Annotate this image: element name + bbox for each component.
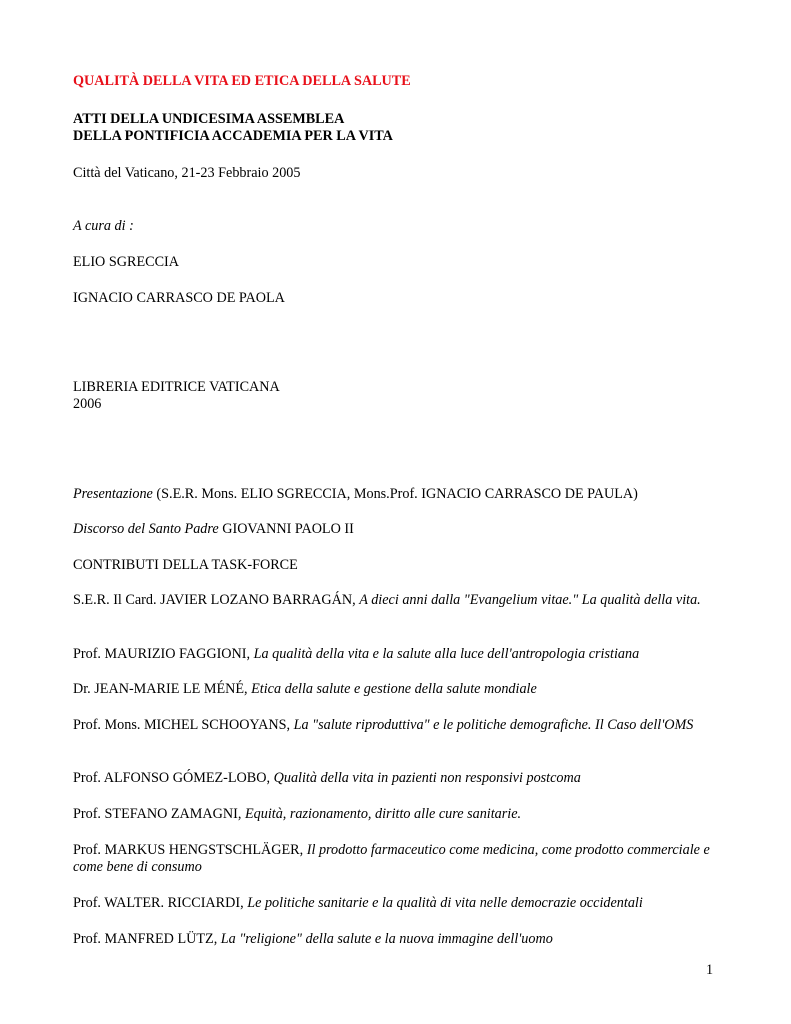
toc-entry-title: Qualità della vita in pazienti non responsivi postcoma bbox=[273, 770, 581, 786]
toc-entry-author: Prof. Mons. MICHEL SCHOOYANS, bbox=[73, 717, 294, 733]
toc-entry bbox=[73, 717, 713, 734]
page-number: 1 bbox=[706, 962, 714, 978]
subtitle-line-2: DELLA PONTIFICIA ACCADEMIA PER LA VITA bbox=[73, 128, 393, 144]
editor-2: IGNACIO CARRASCO DE PAOLA bbox=[73, 290, 285, 306]
toc-entry-author: Prof. WALTER. RICCIARDI, bbox=[73, 895, 248, 911]
toc-entry-title: Il prodotto farmaceutico come medicina, come prodotto commerciale e come bene di consumo bbox=[73, 842, 710, 875]
publisher: LIBRERIA EDITRICE VATICANA bbox=[73, 379, 280, 395]
toc-section-heading: CONTRIBUTI DELLA TASK-FORCE bbox=[73, 557, 298, 573]
toc-entry bbox=[73, 521, 354, 538]
toc-entry-author: S.E.R. Il Card. JAVIER LOZANO BARRAGÁN, bbox=[73, 592, 360, 608]
toc-entry-title: Etica della salute e gestione della salute mondiale bbox=[251, 681, 537, 697]
toc-entry bbox=[73, 931, 553, 948]
toc-entry-title: Equità, razionamento, diritto alle cure sanitarie. bbox=[244, 806, 522, 822]
toc-entry-title: La qualità della vita e la salute alla luce dell'antropologia cristiana bbox=[253, 646, 640, 662]
toc-entry bbox=[73, 770, 581, 787]
toc-entry-author: Dr. JEAN-MARIE LE MÉNÉ, bbox=[73, 681, 252, 697]
toc-entry-author: Prof. MAURIZIO FAGGIONI, bbox=[73, 646, 254, 662]
place-date: Città del Vaticano, 21-23 Febbraio 2005 bbox=[73, 165, 301, 181]
toc-entry bbox=[73, 842, 713, 876]
toc-entry bbox=[73, 895, 643, 912]
toc-entry-title: La "religione" della salute e la nuova immagine dell'uomo bbox=[220, 931, 553, 947]
toc-entry bbox=[73, 592, 713, 609]
toc-entry-author: Prof. ALFONSO GÓMEZ-LOBO, bbox=[73, 770, 274, 786]
publication-year: 2006 bbox=[73, 396, 102, 412]
toc-entry bbox=[73, 806, 521, 823]
toc-entry-italic: Discorso del Santo Padre bbox=[73, 521, 219, 537]
toc-entry-author: Prof. MARKUS HENGSTSCHLÄGER, bbox=[73, 842, 307, 858]
subtitle-line-1: ATTI DELLA UNDICESIMA ASSEMBLEA bbox=[73, 111, 345, 127]
toc-entry-author: Prof. MANFRED LÜTZ, bbox=[73, 931, 221, 947]
edited-by-label: A cura di : bbox=[73, 218, 134, 234]
toc-entry-text: (S.E.R. Mons. ELIO SGRECCIA, Mons.Prof. IGNACIO CARRASCO DE PAULA) bbox=[152, 486, 638, 502]
toc-entry-italic: Presentazione bbox=[73, 486, 153, 502]
toc-entry-text: GIOVANNI PAOLO II bbox=[218, 521, 354, 537]
toc-entry bbox=[73, 486, 638, 503]
toc-entry-author: Prof. STEFANO ZAMAGNI, bbox=[73, 806, 245, 822]
editor-1: ELIO SGRECCIA bbox=[73, 254, 180, 270]
document-title: QUALITÀ DELLA VITA ED ETICA DELLA SALUTE bbox=[73, 73, 411, 89]
toc-entry-title: Le politiche sanitarie e la qualità di vita nelle democrazie occidentali bbox=[247, 895, 643, 911]
toc-entry-title: A dieci anni dalla "Evangelium vitae." La qualità della vita. bbox=[359, 592, 701, 608]
toc-entry-title: La "salute riproduttiva" e le politiche demografiche. Il Caso dell'OMS bbox=[293, 717, 694, 733]
toc-entry bbox=[73, 646, 639, 663]
toc-entry bbox=[73, 681, 537, 698]
